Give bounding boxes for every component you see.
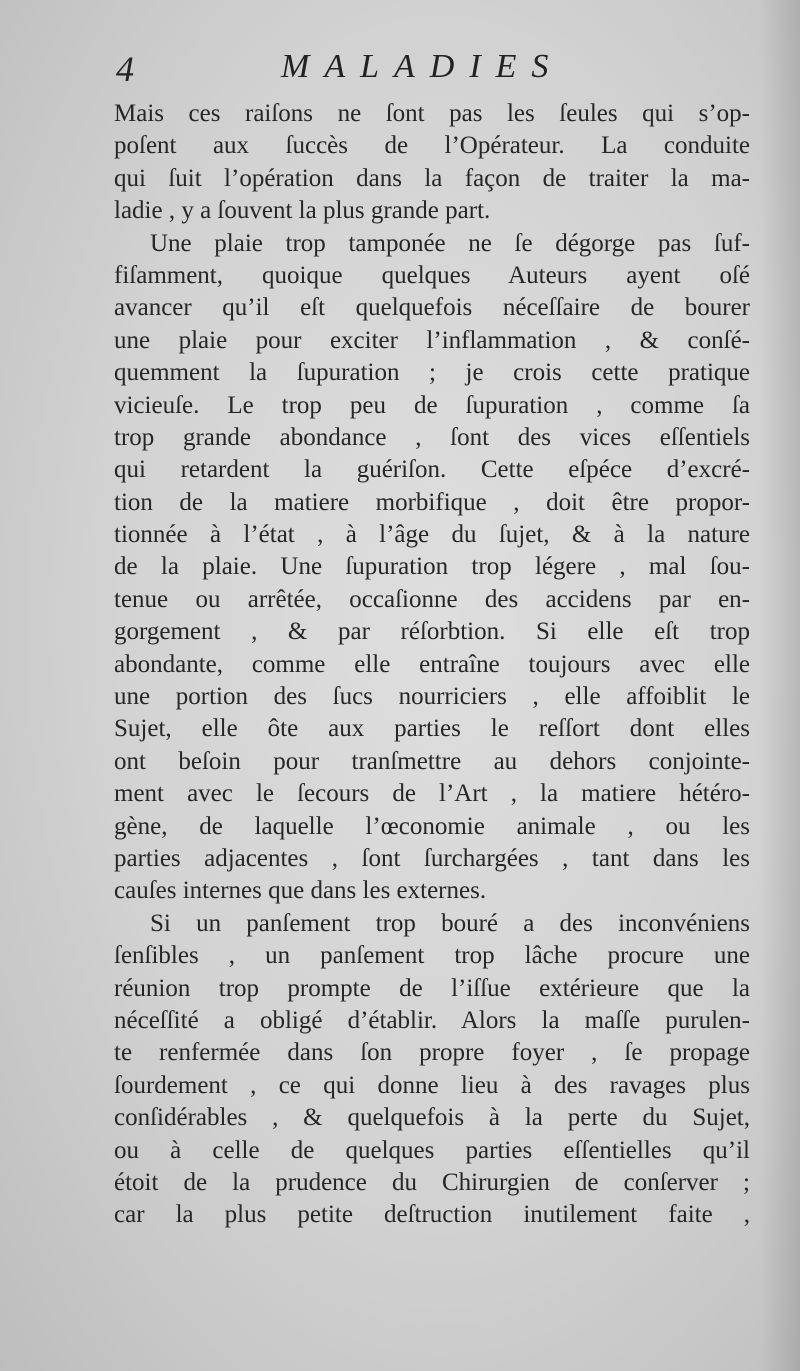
running-head: MALADIES — [281, 48, 564, 85]
page-header — [116, 48, 756, 88]
text-line: car la plus petite deſtruction inutilement faite , — [114, 1201, 750, 1229]
text-line: ment avec le ſecours de l’Art , la matiere hétéro- — [114, 780, 750, 808]
text-line: une portion des ſucs nourriciers , elle affoiblit le — [114, 683, 750, 711]
page-number: 4 — [116, 49, 134, 89]
text-line: de la plaie. Une ſupuration trop légere , mal ſou- — [114, 553, 750, 581]
text-line: étoit de la prudence du Chirurgien de conſerver ; — [114, 1168, 750, 1196]
text-line: ou à celle de quelques parties eſſentielles qu’il — [114, 1136, 750, 1164]
text-line: gène, de laquelle l’œconomie animale , ou les — [114, 812, 750, 840]
text-line: tenue ou arrêtée, occaſionne des accidens par en- — [114, 585, 750, 613]
text-line: gorgement , & par réſorbtion. Si elle eſt trop — [114, 618, 750, 646]
text-line: néceſſité a obligé d’établir. Alors la maſſe purulen- — [114, 1006, 750, 1034]
text-line: parties adjacentes , ſont ſurchargées , tant dans les — [114, 844, 750, 872]
text-line: ſourdement , ce qui donne lieu à des ravages plus — [114, 1071, 750, 1099]
text-line: tionnée à l’état , à l’âge du ſujet, & à la nature — [114, 521, 750, 549]
text-line: qui retardent la guériſon. Cette eſpéce d’excré- — [114, 456, 750, 484]
text-line: tion de la matiere morbifique , doit être propor- — [114, 488, 750, 516]
text-line: une plaie pour exciter l’inflammation , & conſé- — [114, 326, 750, 354]
body-text — [114, 98, 750, 1232]
text-line: poſent aux ſuccès de l’Opérateur. La conduite — [114, 132, 750, 160]
text-line: ſenſibles , un panſement trop lâche procure une — [114, 942, 750, 970]
text-line: quemment la ſupuration ; je crois cette pratique — [114, 359, 750, 387]
text-line: vicieuſe. Le trop peu de ſupuration , comme ſa — [114, 391, 750, 419]
text-line: réunion trop prompte de l’iſſue extérieure que la — [114, 974, 750, 1002]
text-line: ont beſoin pour tranſmettre au dehors conjointe- — [114, 747, 750, 775]
text-line: fiſamment, quoique quelques Auteurs ayent oſé — [114, 261, 750, 289]
text-line: Si un panſement trop bouré a des inconvéniens — [150, 909, 750, 937]
text-line: Une plaie trop tamponée ne ſe dégorge pas ſuf- — [150, 229, 750, 257]
text-line: abondante, comme elle entraîne toujours avec elle — [114, 650, 750, 678]
text-line: Mais ces raiſons ne ſont pas les ſeules qui s’op- — [114, 100, 750, 127]
text-line: avancer qu’il eſt quelquefois néceſſaire de bourer — [114, 294, 750, 322]
text-line: Sujet, elle ôte aux parties le reſſort dont elles — [114, 715, 750, 743]
text-line: conſidérables , & quelquefois à la perte du Sujet, — [114, 1104, 750, 1132]
text-line: trop grande abondance , ſont des vices eſſentiels — [114, 423, 750, 451]
text-line: ladie , y a ſouvent la plus grande part. — [114, 197, 491, 225]
text-line: cauſes internes que dans les externes. — [114, 877, 487, 905]
text-line: te renfermée dans ſon propre foyer , ſe propage — [114, 1039, 750, 1067]
text-line: qui ſuit l’opération dans la façon de traiter la ma- — [114, 164, 750, 192]
